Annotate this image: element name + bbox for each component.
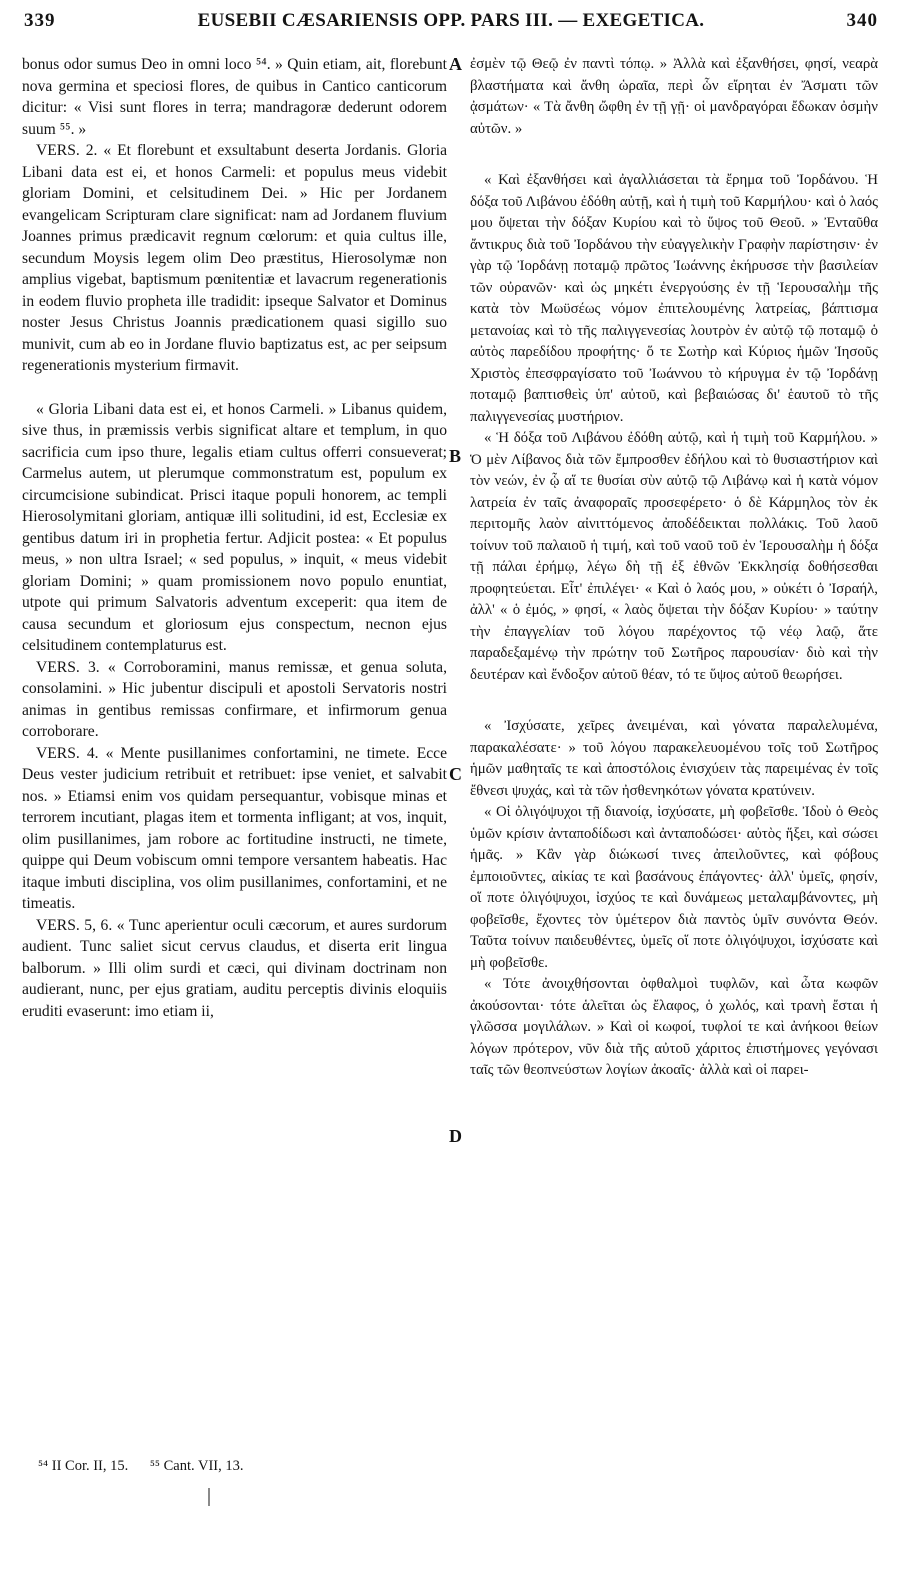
footnote: ⁵⁴ II Cor. II, 15. [38, 1458, 129, 1474]
latin-paragraph: « Gloria Libani data est ei, et honos Carmeli. » Libanus quidem, sive thus, in præmissis verbis significat altare et templum, in quo sacrificia cum ipso thure, legalis etiam cultus offerri consueverat; Carmelus autem, ut plerumque commonstratum est, populum ex circumcisione subindicat. Prisci itaque populi honorem, ac templi Hierosolymitani gloriam, antiquæ illi solitudini, id est, Ecclesiæ ex gentibus datum iri in prophetia fertur. Adjicit postea: « Et populus meus, » non ultra Israel; « sed populus, » inquit, « meus videbit gloriam Domini; » quam promissionem novo populo enuntiat, utpote qui primum Salvatoris adventum exceperit: qua item de causa secundum et gloriosum ejus conspectum, necnon ejus celsitudinem contemplaturus est. [22, 400, 447, 654]
footnote: ⁵⁵ Cant. VII, 13. [149, 1458, 244, 1474]
latin-column [22, 54, 447, 1022]
running-title: EUSEBII CÆSARIENSIS OPP. PARS III. — EXEGETICA. [197, 10, 705, 31]
latin-paragraph: VERS. 2. « Et florebunt et exsultabunt deserta Jordanis. Gloria Libani data est ei, et honos Carmeli: et populus meus videbit gloriam Domini, et celsitudinem Dei. » Hic per Jordanem evangelicam Scripturam clare significat: nam ad Jordanem fluvium Joannes primus prædicavit regnum cœlorum: et quia cultus ille, secundum Moysis legem olim Deo præstitus, Hierosolymæ non amplius vigebat, baptismum pœnitentiæ et lavacrum regenerationis in eodem fluvio propheta ille tradidit: ipseque Salvator et Dominus noster Jesus Christus Joannis prædicationem quasi sigillo suo munivit, cum ab eo in Jordane fluvio baptizatus est, ac per seipsum regenerationis mysterium firmavit. [22, 142, 447, 374]
greek-paragraph: « Τότε ἀνοιχθήσονται ὀφθαλμοὶ τυφλῶν, καὶ ὦτα κωφῶν ἀκούσονται· τότε ἁλεῖται ὡς ἔλαφος, ὁ χωλός, καὶ τρανὴ ἔσται ἡ γλῶσσα μογιλάλων. » Καὶ οἱ κωφοί, τυφλοί τε καὶ ἀνήκοοι θείων λόγων πρότερον, νῦν διὰ τῆς αὐτοῦ χάριτος ἐπιστήμονες γεγόνασι ταῖς τῶν θεοπνεύστων λογίων ἀκοαῖς· ἀλλὰ καὶ οἱ παρει- [470, 976, 878, 1078]
greek-paragraph: « Οἱ ὀλιγόψυχοι τῇ διανοίᾳ, ἰσχύσατε, μὴ φοβεῖσθε. Ἰδοὺ ὁ Θεὸς ὑμῶν κρίσιν ἀνταποδίδωσι καὶ ἀνταποδώσει· αὐτὸς ἥξει, καὶ σώσει ἡμᾶς. » Κἂν γὰρ διώκωσί τινες ἀπειλοῦντες, καὶ φόβους ἐμποιοῦντες, αἰκίας τε καὶ βασάνους ἐπάγοντες· ἀλλ' ὑμεῖς, φησίν, οἵ ποτε ὀλιγόψυχοι, ἰσχύος τε καὶ δυνάμεως μεταλαμβάνοντες, μὴ φοβεῖσθε, ἔχοντες τὸν ὑμέτερον διὰ παντὸς ὑμῖν συνόντα Θεόν. Ταῦτα τοίνυν παιδευθέντες, ὑμεῖς οἵ ποτε ὀλιγόψυχοι, ἰσχύσατε καὶ μὴ φοβεῖσθε. [470, 804, 878, 971]
latin-paragraph: VERS. 4. « Mente pusillanimes confortamini, ne timete. Ecce Deus vester judicium retribuit et retribuet: ipse veniet, et salvabit nos. » Etiamsi enim vos quidam persequantur, vobisque minas et terrorem incutiant, plagas item et tormenta infligant; at vos, inquit, olim pusillanimes, jam robore ac fortitudine instructi, ne timete, quippe qui Deum vobiscum omni tempore versantem habeatis. Hac itaque imbuti disciplina, vos olim pusillanimes, confortamini, et ne timeatis. [22, 744, 447, 912]
greek-paragraph: « Καὶ ἐξανθήσει καὶ ἀγαλλιάσεται τὰ ἔρημα τοῦ Ἰορδάνου. Ἡ δόξα τοῦ Λιβάνου ἐδόθη αὐτῇ, καὶ ἡ τιμὴ τοῦ Καρμήλου· καὶ ὁ λαός μου ὄψεται τὴν δόξαν Κυρίου καὶ τὸ ὕψος τοῦ Θεοῦ. » Ἐνταῦθα ἄντικρυς διὰ τοῦ Ἰορδάνου τὴν εὐαγγελικὴν Γραφὴν παρίστησιν· ἐν γὰρ τῷ Ἰορδάνῃ ποταμῷ πρῶτος Ἰωάννης ἐκήρυσσε τὴν βασιλείαν τῶν οὐρανῶν· καὶ ὡς μηκέτι ἐνεργούσης ἐν τῇ Ἱερουσαλὴμ τῆς κατὰ τὸν Μωϋσέως νόμον ἐπιτελουμένης λατρείας, βάπτισμα μετανοίας καὶ τὸ τῆς παλιγγενεσίας λουτρὸν ἐν αὐτῷ τῷ ποταμῷ ὁ αὐτὸς παρεδίδου προφήτης· ὅ τε Σωτὴρ καὶ Κύριος ἡμῶν Ἰησοῦς Χριστὸς ἐπεσφραγίσατο τοῦ Ἰωάννου τὸ κήρυγμα ἐν τῷ Ἰορδάνῃ ποταμῷ βαπτισθεὶς ὑπ' αὐτοῦ, καὶ βεβαιώσας δι' ἑαυτοῦ τὸ τῆς παλιγγενεσίας μυστήριον. [470, 172, 878, 425]
latin-paragraph: VERS. 5, 6. « Tunc aperientur oculi cæcorum, et aures surdorum audient. Tunc saliet sicut cervus claudus, et diserta erit lingua balborum. » Illi olim surdi et cæci, qui divinam doctrinam non audierant, nunc, per ejus gratiam, auditu perceptis divinis eloquiis eruditi evaserunt: imo etiam ii, [22, 916, 447, 1020]
latin-paragraph: VERS. 3. « Corroboramini, manus remissæ, et genua soluta, consolamini. » Hic jubentur discipuli et apostoli Servatoris nostri animas in gentibus remissas confirmare, et infirmorum genua corroborare. [22, 658, 447, 740]
print-mark [208, 1488, 210, 1506]
running-header [22, 8, 880, 44]
margin-letter-d: D [449, 1126, 462, 1146]
page-number-right: 340 [846, 10, 878, 31]
greek-paragraph: « Ἰσχύσατε, χεῖρες ἀνειμέναι, καὶ γόνατα παραλελυμένα, παρακαλέσατε· » τοῦ λόγου παρακελευομένου τοῖς τοῦ Σωτῆρος ἡμῶν μαθηταῖς τε καὶ ἀποστόλοις ἐνισχύειν τὰς παρειμένας ἐν τοῖς ἔθνεσι ψυχάς, καὶ τὰ τῶν ἠσθενηκότων γόνατα κρατύνειν. [470, 718, 878, 799]
page-number-left: 339 [24, 10, 56, 31]
latin-paragraph: bonus odor sumus Deo in omni loco ⁵⁴. » Quin etiam, ait, florebunt nova germina et speciosi flores, de quibus in Cantico canticorum dicitur: « Visi sunt flores in terra; mandragoræ dederunt odorem suum ⁵⁵. » [22, 56, 447, 138]
margin-letter-a: A [449, 54, 462, 74]
margin-letter-c: C [449, 764, 462, 784]
footnotes [38, 1458, 262, 1475]
margin-letter-b: B [449, 446, 462, 466]
greek-paragraph: « Ἡ δόξα τοῦ Λιβάνου ἐδόθη αὐτῷ, καὶ ἡ τιμὴ τοῦ Καρμήλου. » Ὁ μὲν Λίβανος διὰ τῶν ἔμπροσθεν ἐδήλου καὶ τὸ θυσιαστήριον καὶ τὸν νεών, ἐν ᾧ αἵ τε θυσίαι σὺν αὐτῷ τῷ Λιβάνῳ καὶ ἡ κατὰ νόμον λατρεία ἐν ταῖς ἀναφοραῖς προσεφέρετο· ὁ δὲ Κάρμηλος τὸν ἐκ περιτομῆς λαὸν αἰνιττόμενος ἀποδέδεικται πολλάκις. Τοῦ λαοῦ τοίνυν τοῦ παλαιοῦ ἡ τιμή, καὶ τοῦ ναοῦ τοῦ ἐν Ἱερουσαλὴμ ἡ δόξα τῇ πάλαι ἐρήμῳ, λέγω δὴ τῇ ἐξ ἐθνῶν Ἐκκλησίᾳ δοθήσεσθαι προφητεύεται. Εἶτ' ἐπιλέγει· « Καὶ ὁ λαός μου, » οὐκέτι ὁ Ἰσραήλ, ἀλλ' « ὁ ἐμός, » φησί, « λαὸς ὄψεται τὴν δόξαν Κυρίου· » ταύτην τὴν ἐπαγγελίαν τοῦ λόγου παρέχοντος τῷ νέῳ λαῷ, ἅτε παραδεξαμένῳ τὴν πρώτην τοῦ Σωτῆρος παρουσίαν· διὸ καὶ τὴν δευτέραν καὶ ἔνδοξον αὐτοῦ θέαν, τό τε ὕψος αὐτοῦ θεωρήσει. [470, 430, 878, 683]
greek-column [470, 54, 878, 1082]
greek-paragraph: ἐσμὲν τῷ Θεῷ ἐν παντὶ τόπῳ. » Ἀλλὰ καὶ ἐξανθήσει, φησί, νεαρὰ βλαστήματα καὶ ἄνθη ὡραῖα, περὶ ὧν εἴρηται ἐν Ἄσματι τῶν ᾀσμάτων· « Τὰ ἄνθη ὤφθη ἐν τῇ γῇ· οἱ μανδραγόραι ἔδωκαν ὀσμὴν αὐτῶν. » [470, 56, 878, 137]
